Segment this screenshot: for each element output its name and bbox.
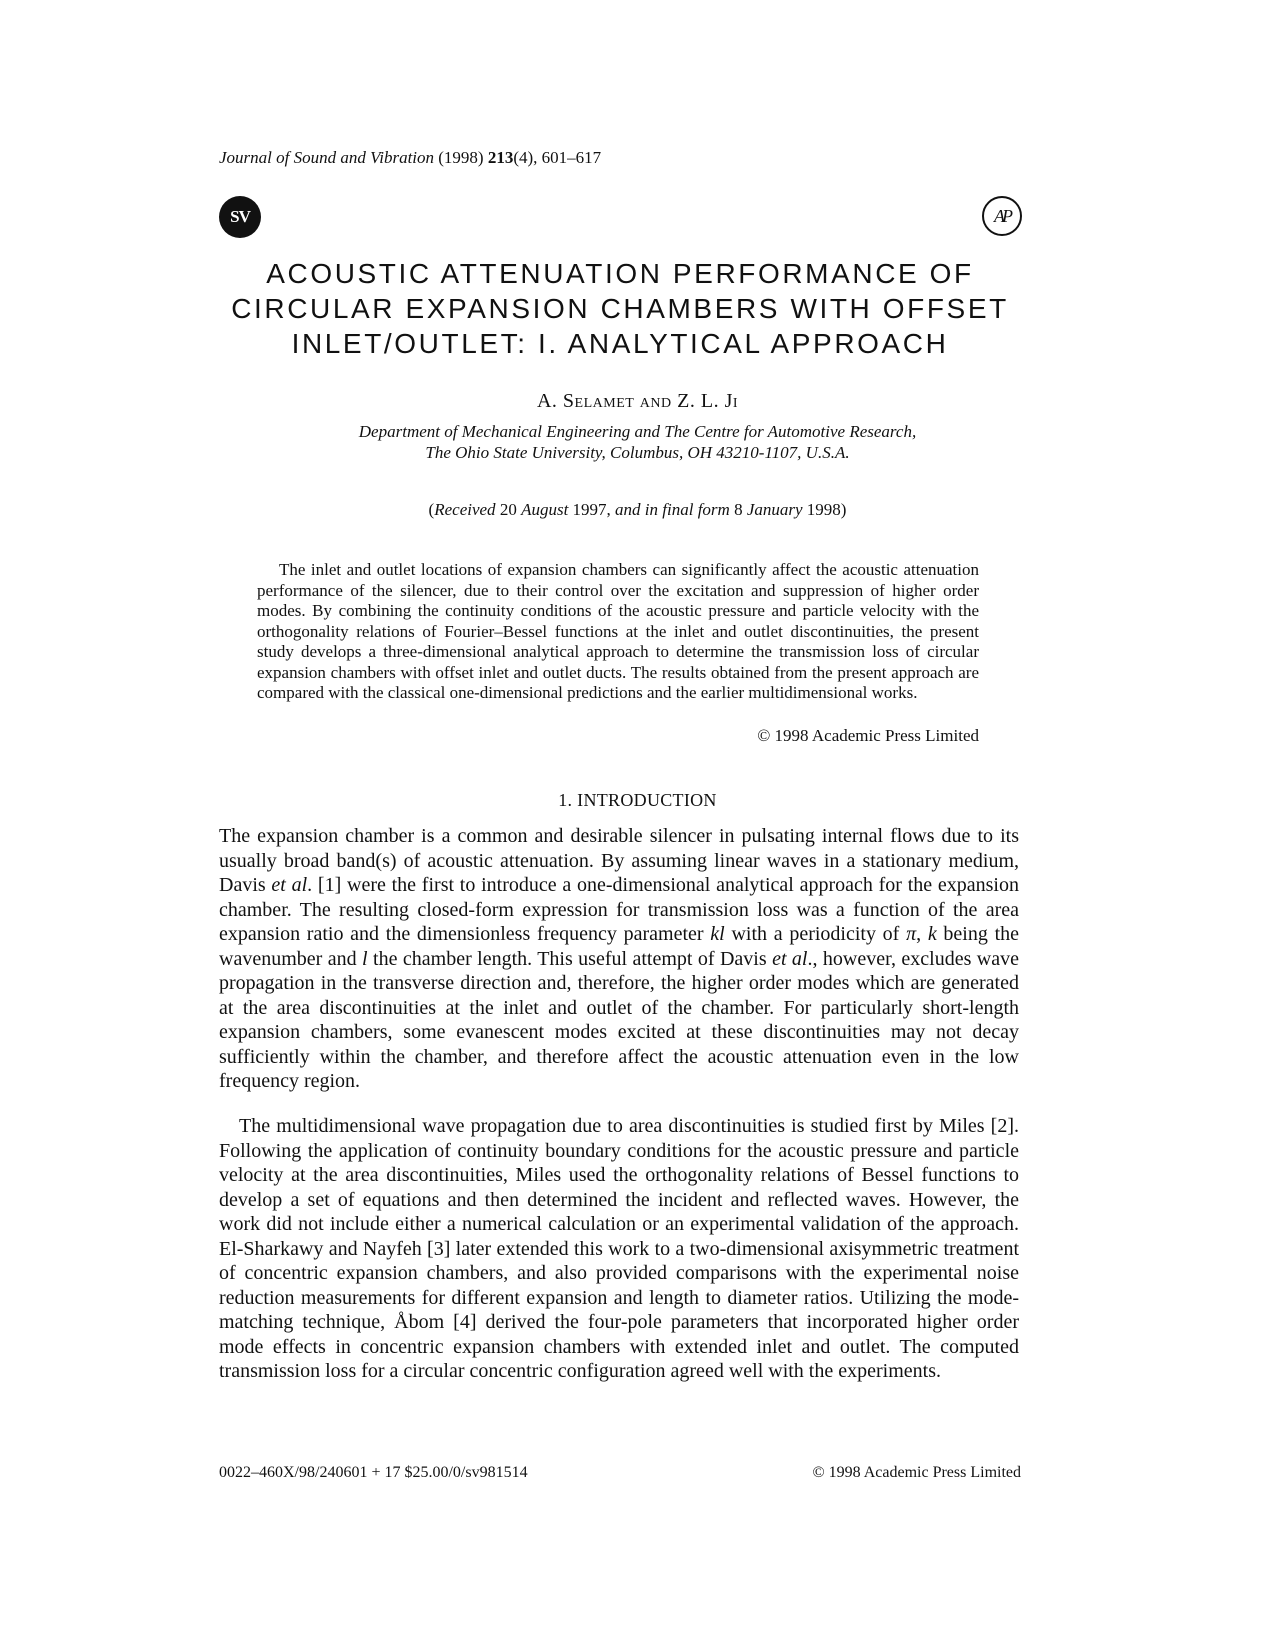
footer-code: 0022–460X/98/240601 + 17 $25.00/0/sv981514 <box>219 1464 528 1481</box>
p1-k: k <box>927 923 937 945</box>
p1-pi: π <box>906 923 917 945</box>
title-line-2: CIRCULAR EXPANSION CHAMBERS WITH OFFSET <box>231 293 1009 324</box>
authors: A. Selamet and Z. L. Ji <box>536 390 739 412</box>
p1-text-c: . [1] were the first to introduce a one-dimensional analytical approach for the expansion chamber. The resulting closed-form expression for transmission loss was a function of the area expansion ratio and the dimensionless frequency parameter <box>219 874 1019 945</box>
title-line-3: INLET/OUTLET: I. ANALYTICAL APPROACH <box>291 328 949 359</box>
p1-text-a: The expansion chamber is a common and desirable silencer in pulsating internal flows due to its usually broad band(s) of acoustic attenuation. By assuming linear waves in a stationary medium, Davis <box>219 825 1019 896</box>
received-label: Received <box>434 500 496 519</box>
final-month: January <box>746 500 803 519</box>
p1-l: l <box>362 947 368 970</box>
intro-paragraph-1 <box>219 824 1019 1094</box>
journal-citation <box>219 148 601 168</box>
received-open: ( <box>428 500 435 519</box>
affiliation <box>0 421 1275 463</box>
journal-name: Journal of Sound and Vibration <box>219 148 435 167</box>
footer-copyright: © 1998 Academic Press Limited <box>812 1464 1021 1481</box>
ap-logo-icon <box>982 196 1022 236</box>
affiliation-line-2: The Ohio State University, Columbus, OH 43210-1107, U.S.A. <box>425 443 850 462</box>
p1-text-k: the chamber length. This useful attempt of Davis <box>367 947 773 970</box>
section-heading: 1. INTRODUCTION <box>558 790 717 810</box>
p1-et-al-2: et al <box>772 947 808 970</box>
journal-volume: 213 <box>487 148 514 167</box>
paper-title <box>200 256 1040 361</box>
intro-paragraph-2: The multidimensional wave propagation due to area discontinuities is studied first by Miles [2]. Following the application of continuity boundary conditions for the acoustic pressure and particle velocity at the area discontinuities, Miles used the orthogonality relations of Bessel functions to develop a set of equations and then determined the incident and reflected waves. However, the work did not include either a numerical calculation or an experimental validation of the approach. El-Sharkawy and Nayfeh [3] later extended this work to a two-dimensional axisymmetric treatment of concentric expansion chambers, and also provided comparisons with the experimental noise reduction measurements for different expansion and length to diameter ratios. Utilizing the mode-matching technique, Åbom [4] derived the four-pole parameters that incorporated higher order mode effects in concentric expansion chambers with extended inlet and outlet. The computed transmission loss for a circular concentric configuration agreed well with the experiments. <box>219 1115 1019 1382</box>
sv-logo-icon <box>219 196 261 238</box>
ap-logo-text: AP <box>994 205 1010 226</box>
received-year: 1997, <box>572 500 611 519</box>
journal-issue-pages: (4), 601–617 <box>513 148 602 167</box>
abstract: The inlet and outlet locations of expansion chambers can significantly affect the acoustic attenuation performance of the silencer, due to their control over the excitation and suppression of higher order modes. By combining the continuity conditions of the acoustic pressure and particle velocity with the orthogonality relations of Fourier–Bessel functions at the inlet and outlet discontinuities, the present study develops a three-dimensional analytical approach to determine the transmission loss of circular expansion chambers with offset inlet and outlet ducts. The results obtained from the present approach are compared with the classical one-dimensional predictions and the earlier multidimensional works. <box>257 560 979 702</box>
sv-logo-text: SV <box>230 207 250 226</box>
p1-text-i: being the wavenumber and <box>219 923 1020 970</box>
received-month: August <box>521 500 569 519</box>
received-dates <box>0 500 1275 520</box>
title-line-1: ACOUSTIC ATTENUATION PERFORMANCE OF <box>266 258 974 289</box>
abstract-copyright: © 1998 Academic Press Limited <box>757 726 979 745</box>
final-form-label: and in final form <box>615 500 730 519</box>
journal-year: (1998) <box>438 148 484 167</box>
final-day: 8 <box>734 500 743 519</box>
p1-et-al-1: et al <box>271 874 308 896</box>
p1-text-g: , <box>916 923 928 945</box>
final-year: 1998) <box>806 500 847 519</box>
p1-text-e: with a periodicity of <box>724 923 907 945</box>
received-day: 20 <box>499 500 517 519</box>
affiliation-line-1: Department of Mechanical Engineering and The Centre for Automotive Research, <box>358 422 917 441</box>
p1-kl: kl <box>710 923 725 945</box>
p1-text-m: ., however, excludes wave propagation in the transverse direction and, therefore, the higher order modes which are generated at the area discontinuities at the inlet and outlet of the chamber. For particularly short-length expansion chambers, some evanescent modes excited at these discontinuities may not decay sufficiently within the chamber, and therefore affect the acoustic attenuation even in the low frequency region. <box>219 947 1019 1092</box>
